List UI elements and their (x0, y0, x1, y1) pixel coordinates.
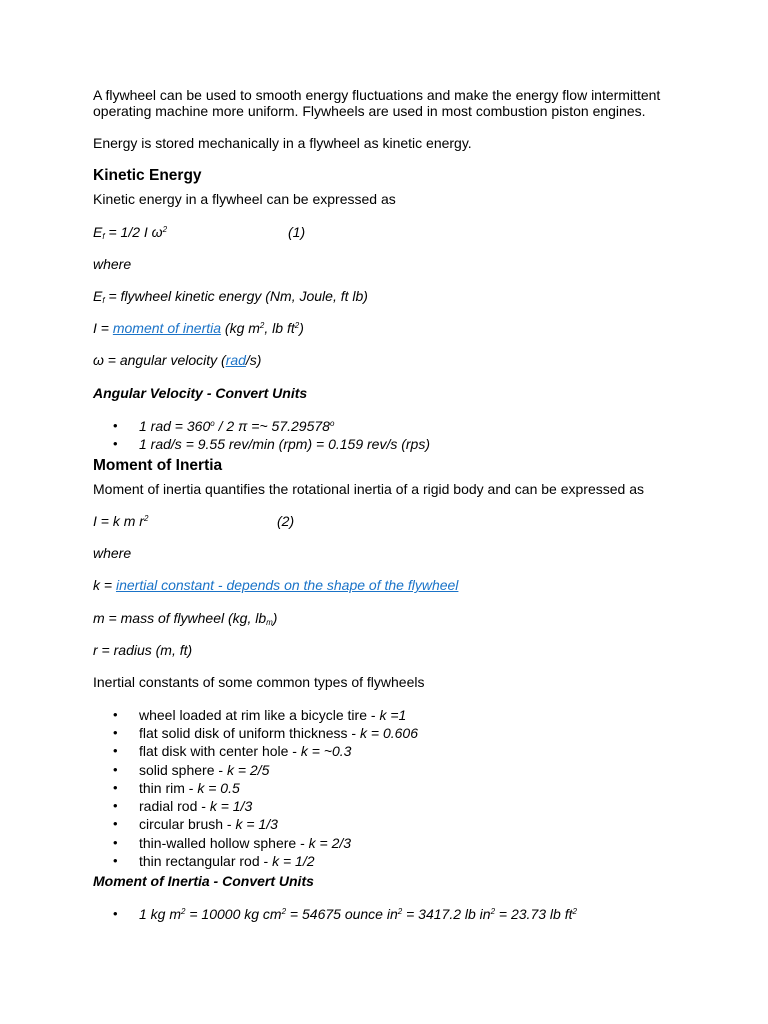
list-item: flat disk with center hole - k = ~0.3 (139, 743, 352, 759)
bullet: • (113, 725, 118, 740)
list-item: flat solid disk of uniform thickness - k = 0.606 (139, 725, 418, 741)
definition-k: k = inertial constant - depends on the shape of the flywheel (93, 577, 459, 593)
bullet: • (113, 906, 118, 921)
definition-omega: ω = angular velocity (rad/s) (93, 352, 262, 368)
heading-moi-convert-units: Moment of Inertia - Convert Units (93, 873, 314, 889)
list-item: wheel loaded at rim like a bicycle tire - k =1 (139, 707, 407, 723)
bullet: • (113, 418, 118, 433)
list-item: circular brush - k = 1/3 (139, 816, 278, 832)
heading-kinetic-energy: Kinetic Energy (93, 167, 202, 184)
kinetic-energy-intro: Kinetic energy in a flywheel can be expressed as (93, 191, 396, 207)
bullet: • (113, 780, 118, 795)
moi-conversion: 1 kg $m^2 = 10000$ kg $cm^2 = 54675$ ounce $in^2 = 3417.2$ lb $in^2 = 23.73$ lb $ft^2$ (139, 906, 577, 922)
equation-2-number: (2) (277, 513, 295, 529)
inertial-constant-link[interactable]: inertial constant - depends on the shape of the flywheel (115, 577, 459, 593)
heading-moment-of-inertia: Moment of Inertia (93, 457, 223, 474)
moment-of-inertia-intro: Moment of inertia quantifies the rotational inertia of a rigid body and can be expressed as (93, 481, 644, 497)
intro-line-3: Energy is stored mechanically in a flywheel as kinetic energy. (93, 135, 472, 151)
bullet: • (113, 798, 118, 813)
av-bullet-2: 1 rad/s = 9.55 rev/min (rpm) = 0.159 rev/s (rps) (139, 436, 430, 452)
bullet: • (113, 743, 118, 758)
moment-of-inertia-link[interactable]: moment of inertia (112, 320, 222, 336)
definition-r: r = radius (m, ft) (93, 642, 193, 658)
definition-ef: $E_f$ = flywheel kinetic energy (Nm, Joule, ft lb) (93, 288, 368, 305)
equation-1: $E_f = 1/2$ I $\omega^2$ (1) (93, 224, 306, 241)
list-item: thin rim - k = 0.5 (139, 780, 240, 796)
inertial-constants-intro: Inertial constants of some common types of flywheels (93, 674, 425, 690)
list-item: radial rod - k = 1/3 (139, 798, 253, 814)
rad-link[interactable]: rad (225, 352, 246, 368)
bullet: • (113, 853, 118, 868)
list-item: thin-walled hollow sphere - k = 2/3 (139, 835, 352, 851)
intro-line-1: A flywheel can be used to smooth energy fluctuations and make the energy flow intermittent (93, 87, 661, 103)
definition-i: I = moment of inertia (kg $m^2$, lb $ft^2$) (93, 320, 304, 336)
where-1: where (93, 256, 132, 272)
bullet: • (113, 707, 118, 722)
equation-1-number: (1) (288, 224, 306, 240)
bullet: • (113, 835, 118, 850)
bullet: • (113, 762, 118, 777)
intro-line-2: operating machine more uniform. Flywheels are used in most combustion piston engines. (93, 103, 646, 119)
heading-angular-velocity-convert: Angular Velocity - Convert Units (93, 385, 308, 401)
list-item: thin rectangular rod - k = 1/2 (139, 853, 315, 869)
bullet: • (113, 816, 118, 831)
list-item: solid sphere - k = 2/5 (139, 762, 270, 778)
equation-2: I = k m $r^2$ (2) (93, 513, 295, 529)
where-2: where (93, 545, 132, 561)
definition-m: m = mass of flywheel (kg, $lb_m$) (93, 610, 278, 627)
bullet: • (113, 436, 118, 451)
av-bullet-1: 1 rad = $360^o / 2$ π =~ 57.29578$^o$ (139, 418, 335, 434)
